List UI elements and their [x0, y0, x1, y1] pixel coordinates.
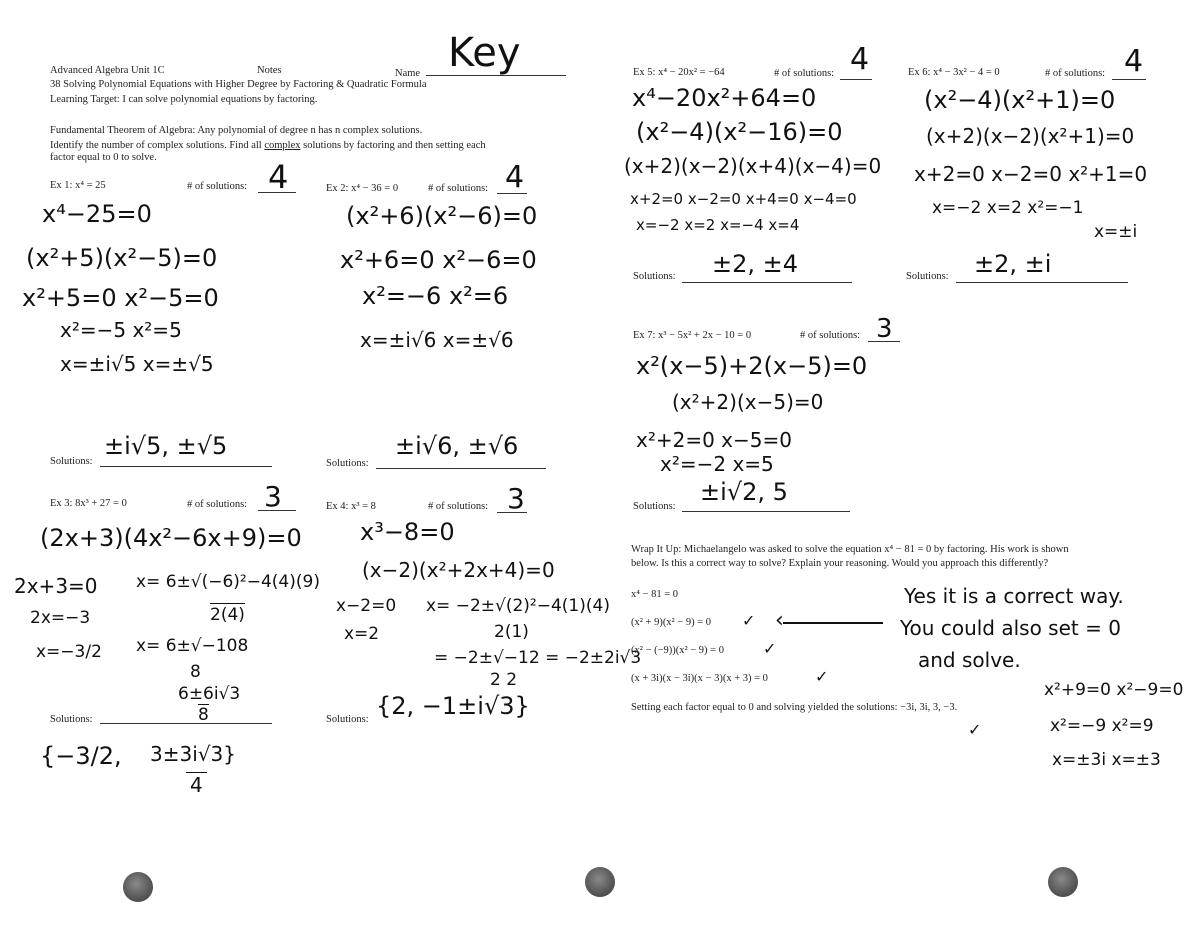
ex3-answer-c: 4	[186, 772, 207, 797]
ex3-solutions-blank	[100, 711, 272, 724]
theorem-line-2: Identify the number of complex solutions. Find all complex solutions by factoring and then setting each	[50, 140, 486, 151]
arrow-line	[783, 622, 883, 624]
ex3-answer-a: {−3/2,	[40, 742, 122, 770]
ex1-answer: ±i√5, ±√5	[104, 432, 228, 460]
ex5-solutions-label: Solutions:	[633, 271, 676, 282]
ex4-work-3: x−2=0	[336, 596, 397, 616]
ex5-work-2: (x²−4)(x²−16)=0	[636, 118, 843, 146]
ex4-label: Ex 4: x³ = 8	[326, 501, 376, 512]
ex4-work-4: x=2	[344, 624, 380, 644]
check-mark-icon: ✓	[763, 639, 777, 658]
ex6-solutions-label: Solutions:	[906, 271, 949, 282]
ex1-work-2: (x²+5)(x²−5)=0	[26, 244, 218, 272]
ex6-work-5: x=±i	[1094, 222, 1138, 242]
ex4-num-label: # of solutions:	[428, 501, 489, 512]
ex3-work-9: 6±6i√3	[178, 684, 241, 704]
ex6-answer: ±2, ±i	[974, 250, 1052, 278]
ex6-count: 4	[1124, 44, 1144, 79]
ex1-work-5: x=±i√5 x=±√5	[60, 352, 214, 376]
wrap-step-3: (x² − (−9))(x² − 9) = 0	[631, 645, 724, 656]
ex1-work-3: x²+5=0 x²−5=0	[22, 284, 219, 312]
course-title: Advanced Algebra Unit 1C	[50, 65, 165, 76]
ex5-answer: ±2, ±4	[712, 250, 799, 278]
ex5-num-label: # of solutions:	[774, 68, 835, 79]
ex2-num-label: # of solutions:	[428, 183, 489, 194]
ex2-work-1: (x²+6)(x²−6)=0	[346, 202, 538, 230]
ex7-work-3: x²+2=0 x−5=0	[636, 428, 792, 452]
ex3-work-8: 8	[190, 662, 201, 682]
wrap-work-2: x²=−9 x²=9	[1050, 716, 1154, 736]
ex2-solutions-label: Solutions:	[326, 458, 369, 469]
ex5-count: 4	[850, 42, 870, 77]
ex4-work-7: = −2±√−12 = −2±2i√3	[434, 648, 642, 668]
ex1-count: 4	[268, 158, 289, 196]
ex4-work-5: x= −2±√(2)²−4(1)(4)	[426, 596, 610, 616]
ex3-work-5: x= 6±√(−6)²−4(4)(9)	[136, 572, 320, 592]
notes-label: Notes	[257, 65, 282, 76]
ex3-work-4: x=−3/2	[36, 642, 102, 662]
wrap-line-1: Wrap It Up: Michaelangelo was asked to solve the equation x⁴ − 81 = 0 by factoring. His work is shown	[631, 544, 1069, 555]
check-mark-icon: ✓	[742, 611, 756, 630]
wrap-step-4: (x + 3i)(x − 3i)(x − 3)(x + 3) = 0	[631, 673, 768, 684]
ex4-work-8: 2 2	[490, 670, 518, 690]
wrap-response-1: Yes it is a correct way.	[904, 584, 1124, 608]
wrap-conclusion: Setting each factor equal to 0 and solving yielded the solutions: −3i, 3i, 3, −3.	[631, 702, 958, 713]
ex2-answer: ±i√6, ±√6	[395, 432, 519, 460]
ex4-answer: {2, −1±i√3}	[376, 692, 530, 720]
check-mark-icon: ✓	[815, 667, 829, 686]
ex3-answer-b: 3±3i√3}	[150, 742, 236, 766]
ex4-work-2: (x−2)(x²+2x+4)=0	[362, 558, 555, 582]
ex4-count: 3	[507, 482, 525, 515]
ex4-work-6: 2(1)	[494, 622, 529, 642]
ex2-label: Ex 2: x⁴ − 36 = 0	[326, 183, 399, 194]
ex5-work-5: x=−2 x=2 x=−4 x=4	[636, 216, 800, 234]
ex6-work-4: x=−2 x=2 x²=−1	[932, 198, 1084, 218]
ex1-label: Ex 1: x⁴ = 25	[50, 180, 106, 191]
ex3-work-6: 2(4)	[210, 605, 245, 625]
ex7-count: 3	[876, 314, 893, 344]
ex7-label: Ex 7: x³ − 5x² + 2x − 10 = 0	[633, 330, 752, 341]
ex7-num-label: # of solutions:	[800, 330, 861, 341]
ex3-work-1: (2x+3)(4x²−6x+9)=0	[40, 524, 302, 552]
ex2-count: 4	[505, 160, 525, 195]
ex7-solutions-label: Solutions:	[633, 501, 676, 512]
learning-target: Learning Target: I can solve polynomial equations by factoring.	[50, 94, 318, 105]
wrap-response-2: You could also set = 0	[900, 616, 1121, 640]
ex5-work-3: (x+2)(x−2)(x+4)(x−4)=0	[624, 154, 882, 178]
ex5-work-4: x+2=0 x−2=0 x+4=0 x−4=0	[630, 190, 857, 208]
ex3-work-7: x= 6±√−108	[136, 636, 249, 656]
theorem-line-3: factor equal to 0 to solve.	[50, 152, 157, 163]
arrow-left-icon: ‹	[775, 608, 784, 633]
wrap-step-2: (x² + 9)(x² − 9) = 0	[631, 617, 712, 628]
ex6-work-2: (x+2)(x−2)(x²+1)=0	[926, 124, 1135, 148]
ex5-work-1: x⁴−20x²+64=0	[632, 84, 817, 112]
ex7-work-2: (x²+2)(x−5)=0	[672, 390, 824, 414]
punch-hole	[1048, 867, 1078, 897]
ex6-label: Ex 6: x⁴ − 3x² − 4 = 0	[908, 67, 1000, 78]
ex6-num-label: # of solutions:	[1045, 68, 1106, 79]
ex1-work-4: x²=−5 x²=5	[60, 318, 182, 342]
ex1-solutions-label: Solutions:	[50, 456, 93, 467]
ex1-work-1: x⁴−25=0	[42, 200, 152, 228]
name-value: Key	[448, 30, 521, 76]
ex2-work-4: x=±i√6 x=±√6	[360, 328, 514, 352]
ex4-work-1: x³−8=0	[360, 518, 455, 546]
ex4-solutions-label: Solutions:	[326, 714, 369, 725]
ex7-work-1: x²(x−5)+2(x−5)=0	[636, 352, 868, 380]
ex1-num-label: # of solutions:	[187, 181, 248, 192]
ex3-work-10: 8	[198, 705, 209, 725]
ex3-work-2: 2x+3=0	[14, 574, 98, 598]
ex3-work-3: 2x=−3	[30, 608, 91, 628]
theorem-line-1: Fundamental Theorem of Algebra: Any polynomial of degree n has n complex solutions.	[50, 125, 423, 136]
punch-hole	[123, 872, 153, 902]
ex7-work-4: x²=−2 x=5	[660, 452, 774, 476]
ex6-work-3: x+2=0 x−2=0 x²+1=0	[914, 162, 1148, 186]
wrap-work-3: x=±3i x=±3	[1052, 750, 1161, 770]
ex3-label: Ex 3: 8x³ + 27 = 0	[50, 498, 127, 509]
lesson-title: 38 Solving Polynomial Equations with Higher Degree by Factoring & Quadratic Formula	[50, 79, 427, 90]
wrap-response-3: and solve.	[918, 648, 1021, 672]
ex3-count: 3	[264, 480, 282, 513]
wrap-line-2: below. Is this a correct way to solve? Explain your reasoning. Would you approach this differently?	[631, 558, 1049, 569]
ex2-work-3: x²=−6 x²=6	[362, 282, 509, 310]
ex3-num-label: # of solutions:	[187, 499, 248, 510]
name-label: Name	[395, 68, 421, 79]
wrap-step-1: x⁴ − 81 = 0	[631, 589, 679, 600]
ex6-work-1: (x²−4)(x²+1)=0	[924, 86, 1116, 114]
ex3-solutions-label: Solutions:	[50, 714, 93, 725]
ex2-work-2: x²+6=0 x²−6=0	[340, 246, 537, 274]
punch-hole	[585, 867, 615, 897]
ex5-label: Ex 5: x⁴ − 20x² = −64	[633, 67, 725, 78]
wrap-work-1: x²+9=0 x²−9=0	[1044, 680, 1184, 700]
check-mark-icon: ✓	[968, 720, 982, 739]
ex7-answer: ±i√2, 5	[700, 478, 788, 506]
